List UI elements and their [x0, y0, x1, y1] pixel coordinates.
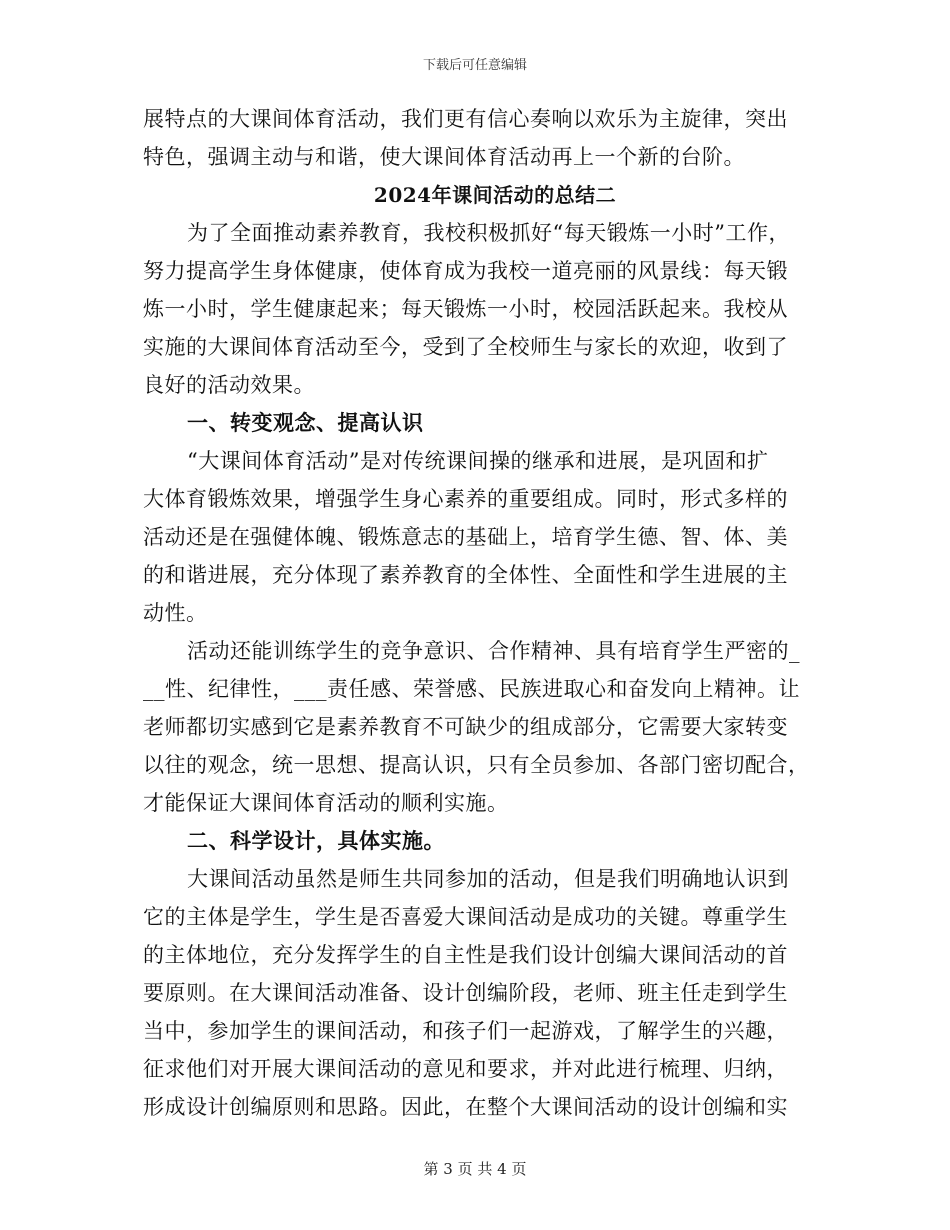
subsection-heading: 一、转变观念、提高认识 [187, 410, 424, 435]
document-body [143, 100, 810, 1126]
page-footer: 第 3 页 共 4 页 [423, 1160, 527, 1178]
text-line: 才能保证大课间体育活动的顺利实施。 [143, 791, 509, 815]
text-line: 实施的大课间体育活动至今，受到了全校师生与家长的欢迎，收到了 [143, 335, 788, 359]
text-line: 的和谐进展，充分体现了素养教育的全体性、全面性和学生进展的主 [143, 563, 788, 587]
text-line: 老师都切实感到它是素养教育不可缺少的组成部分，它需要大家转变 [143, 715, 788, 739]
text-line: 动性。 [143, 601, 208, 625]
text-line: 征求他们对开展大课间活动的意见和要求，并对此进行梳理、归纳， [143, 1057, 788, 1081]
subsection-heading: 二、科学设计，具体实施。 [187, 828, 445, 853]
text-line: 良好的活动效果。 [143, 373, 315, 397]
text-line: 形成设计创编原则和思路。因此，在整个大课间活动的设计创编和实 [143, 1095, 788, 1119]
text-line: 以往的观念，统一思想、提高认识，只有全员参加、各部门密切配合， [143, 753, 810, 777]
paragraph-first-line: 为了全面推动素养教育，我校积极抓好“每天锻炼一小时”工作， [187, 221, 790, 245]
text-line: 活动还是在强健体魄、锻炼意志的基础上，培育学生德、智、体、美 [143, 525, 788, 549]
text-line: 的主体地位，充分发挥学生的自主性是我们设计创编大课间活动的首 [143, 943, 788, 967]
paragraph-first-line: “大课间体育活动”是对传统课间操的继承和进展，是巩固和扩 [187, 449, 769, 473]
paragraph-first-line: 大课间活动虽然是师生共同参加的活动，但是我们明确地认识到 [187, 867, 789, 891]
text-line: 特色，强调主动与和谐，使大课间体育活动再上一个新的台阶。 [143, 145, 745, 169]
text-line: 它的主体是学生，学生是否喜爱大课间活动是成功的关键。尊重学生 [143, 905, 788, 929]
page-header: 下载后可任意编辑 [422, 58, 527, 73]
section-title: 2024年课间活动的总结二 [373, 183, 617, 207]
text-line: 炼一小时，学生健康起来；每天锻炼一小时，校园活跃起来。我校从 [143, 297, 788, 321]
text-line: __性、纪律性，___责任感、荣誉感、民族进取心和奋发向上精神。让 [143, 677, 800, 701]
text-line: 努力提高学生身体健康，使体育成为我校一道亮丽的风景线：每天锻 [143, 259, 788, 283]
text-line: 展特点的大课间体育活动，我们更有信心奏响以欢乐为主旋律，突出 [143, 107, 788, 131]
paragraph-first-line: 活动还能训练学生的竞争意识、合作精神、具有培育学生严密的_ [187, 639, 800, 663]
text-line: 大体育锻炼效果，增强学生身心素养的重要组成。同时，形式多样的 [143, 487, 788, 511]
text-line: 当中，参加学生的课间活动，和孩子们一起游戏，了解学生的兴趣， [143, 1019, 788, 1043]
text-line: 要原则。在大课间活动准备、设计创编阶段，老师、班主任走到学生 [143, 981, 788, 1005]
